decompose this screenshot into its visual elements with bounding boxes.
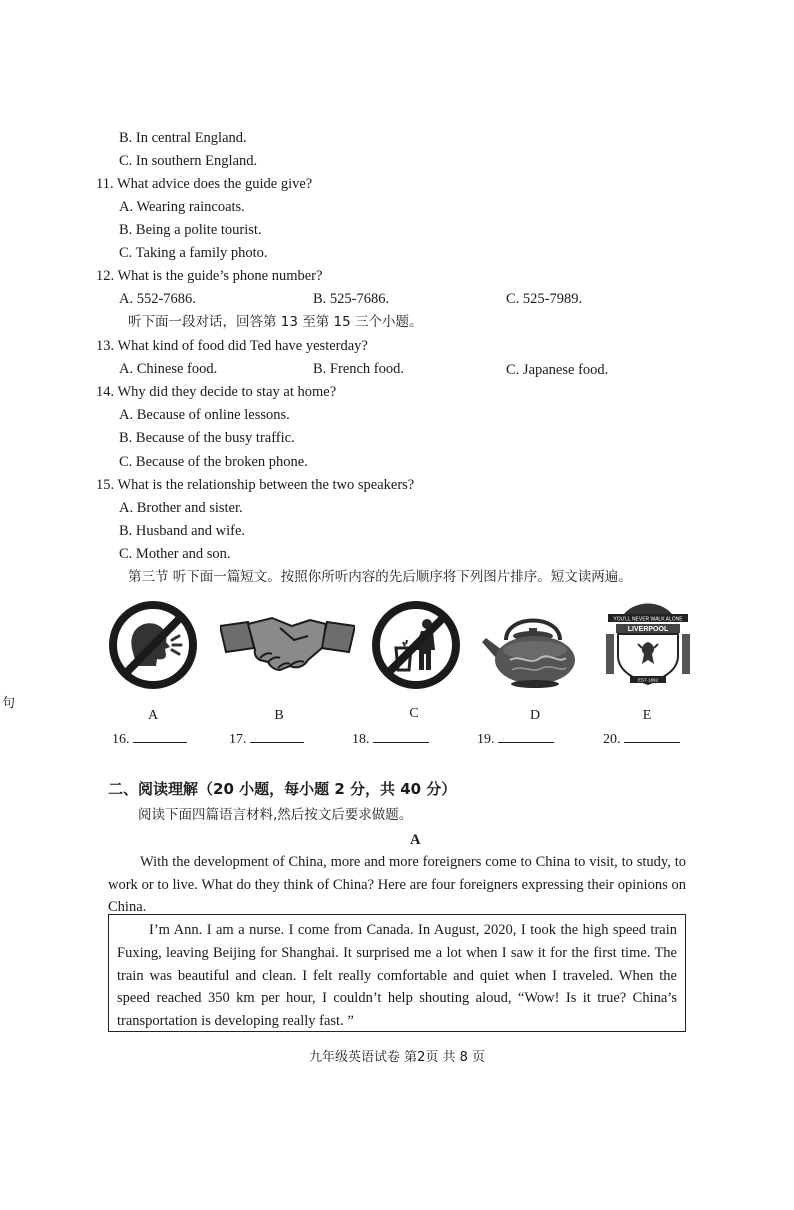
liverpool-crest-icon [598,598,698,692]
reading-section-heading: 二、阅读理解（20 小题，每小题 2 分，共 40 分） [108,780,457,798]
answer-blank-16[interactable] [112,728,187,748]
q11-stem: 11. What advice does the guide give? [96,176,313,192]
picture-c-label: C [409,706,419,721]
q13-option-a: A. Chinese food. [119,361,218,377]
picture-a-label: A [147,708,159,723]
no-littering-icon [369,600,464,690]
q12-stem: 12. What is the guide’s phone number? [96,268,323,284]
q11-option-a: A. Wearing raincoats. [119,199,245,215]
blank-number-18: 18. [352,732,370,747]
crest-motto: YOU'LL NEVER WALK ALONE [613,616,683,623]
blank-line-16[interactable] [133,728,187,743]
q11-option-c: C. Taking a family photo. [119,245,268,261]
answer-blank-17[interactable] [229,728,304,748]
picture-c [369,600,464,690]
q13-option-b: B. French food. [313,361,405,377]
blank-number-16: 16. [112,732,130,747]
blank-line-20[interactable] [624,728,680,743]
crest-name: LIVERPOOL [627,626,669,633]
q13-option-c: C. Japanese food. [506,362,609,378]
q15-stem: 15. What is the relationship between the two speakers? [96,477,415,493]
testimony-box [108,914,686,1032]
passage-letter: A [410,832,421,848]
q15-option-c: C. Mother and son. [119,546,231,562]
blank-number-19: 19. [477,732,495,747]
passage-intro: With the development of China, more and more foreigners come to China to visit, to study, to work or to live. What do they think of China? Here are four foreigners expressing their opinions on China. [108,854,686,915]
answer-blank-19[interactable] [477,728,554,748]
q15-option-b: B. Husband and wife. [119,523,246,539]
q15-option-a: A. Brother and sister. [119,500,243,516]
q11-option-b: B. Being a polite tourist. [119,222,262,238]
picture-d [480,598,585,690]
blank-line-17[interactable] [250,728,304,743]
picture-a [107,600,202,690]
q12-option-a: A. 552-7686. [119,291,196,307]
q12-option-b: B. 525-7686. [313,291,390,307]
blank-number-17: 17. [229,732,247,747]
picture-b-label: B [274,708,284,723]
q14-option-b: B. Because of the busy traffic. [119,430,295,446]
teapot-icon [480,598,585,690]
answer-blank-18[interactable] [352,728,429,748]
reading-instruction: 阅读下面四篇语言材料,然后按文后要求做题。 [138,807,413,823]
crest-est: EST·1892 [637,677,659,683]
q10-option-b: B. In central England. [119,130,247,146]
q12-option-c: C. 525-7989. [506,291,583,307]
no-talking-icon [107,600,202,690]
blank-line-18[interactable] [373,728,429,743]
picture-b [220,612,355,677]
picture-e [598,598,698,692]
blank-line-19[interactable] [498,728,554,743]
answer-blank-20[interactable] [603,728,680,748]
instruction-13-15: 听下面一段对话，回答第 13 至第 15 三个小题。 [128,314,423,330]
q13-stem: 13. What kind of food did Ted have yesterday? [96,338,368,354]
q14-option-a: A. Because of online lessons. [119,407,290,423]
margin-glyph: 句 [2,696,16,711]
q14-option-c: C. Because of the broken phone. [119,454,308,470]
picture-e-label: E [642,708,652,723]
testimony-text: I’m Ann. I am a nurse. I come from Canada. In August, 2020, I took the high speed train Fuxing, leaving Beijing for Shanghai. It surprised me a lot when I saw it for the first time. The train was beautiful and clean. I felt really comfortable and quiet when I traveled. When the speed reached 350 km per hour, I couldn’t help shouting aloud, “Wow! Is it true? China’s transportation is developing really fast. ” [117,922,677,1030]
q14-stem: 14. Why did they decide to stay at home? [96,384,337,400]
section3-instruction: 第三节 听下面一篇短文。按照你所听内容的先后顺序将下列图片排序。短文读两遍。 [128,569,632,585]
picture-d-label: D [529,708,541,723]
q10-option-c: C. In southern England. [119,153,258,169]
handshake-icon [220,612,355,677]
page-footer: 九年级英语试卷 第2页 共 8 页 [308,1050,486,1065]
blank-number-20: 20. [603,732,621,747]
